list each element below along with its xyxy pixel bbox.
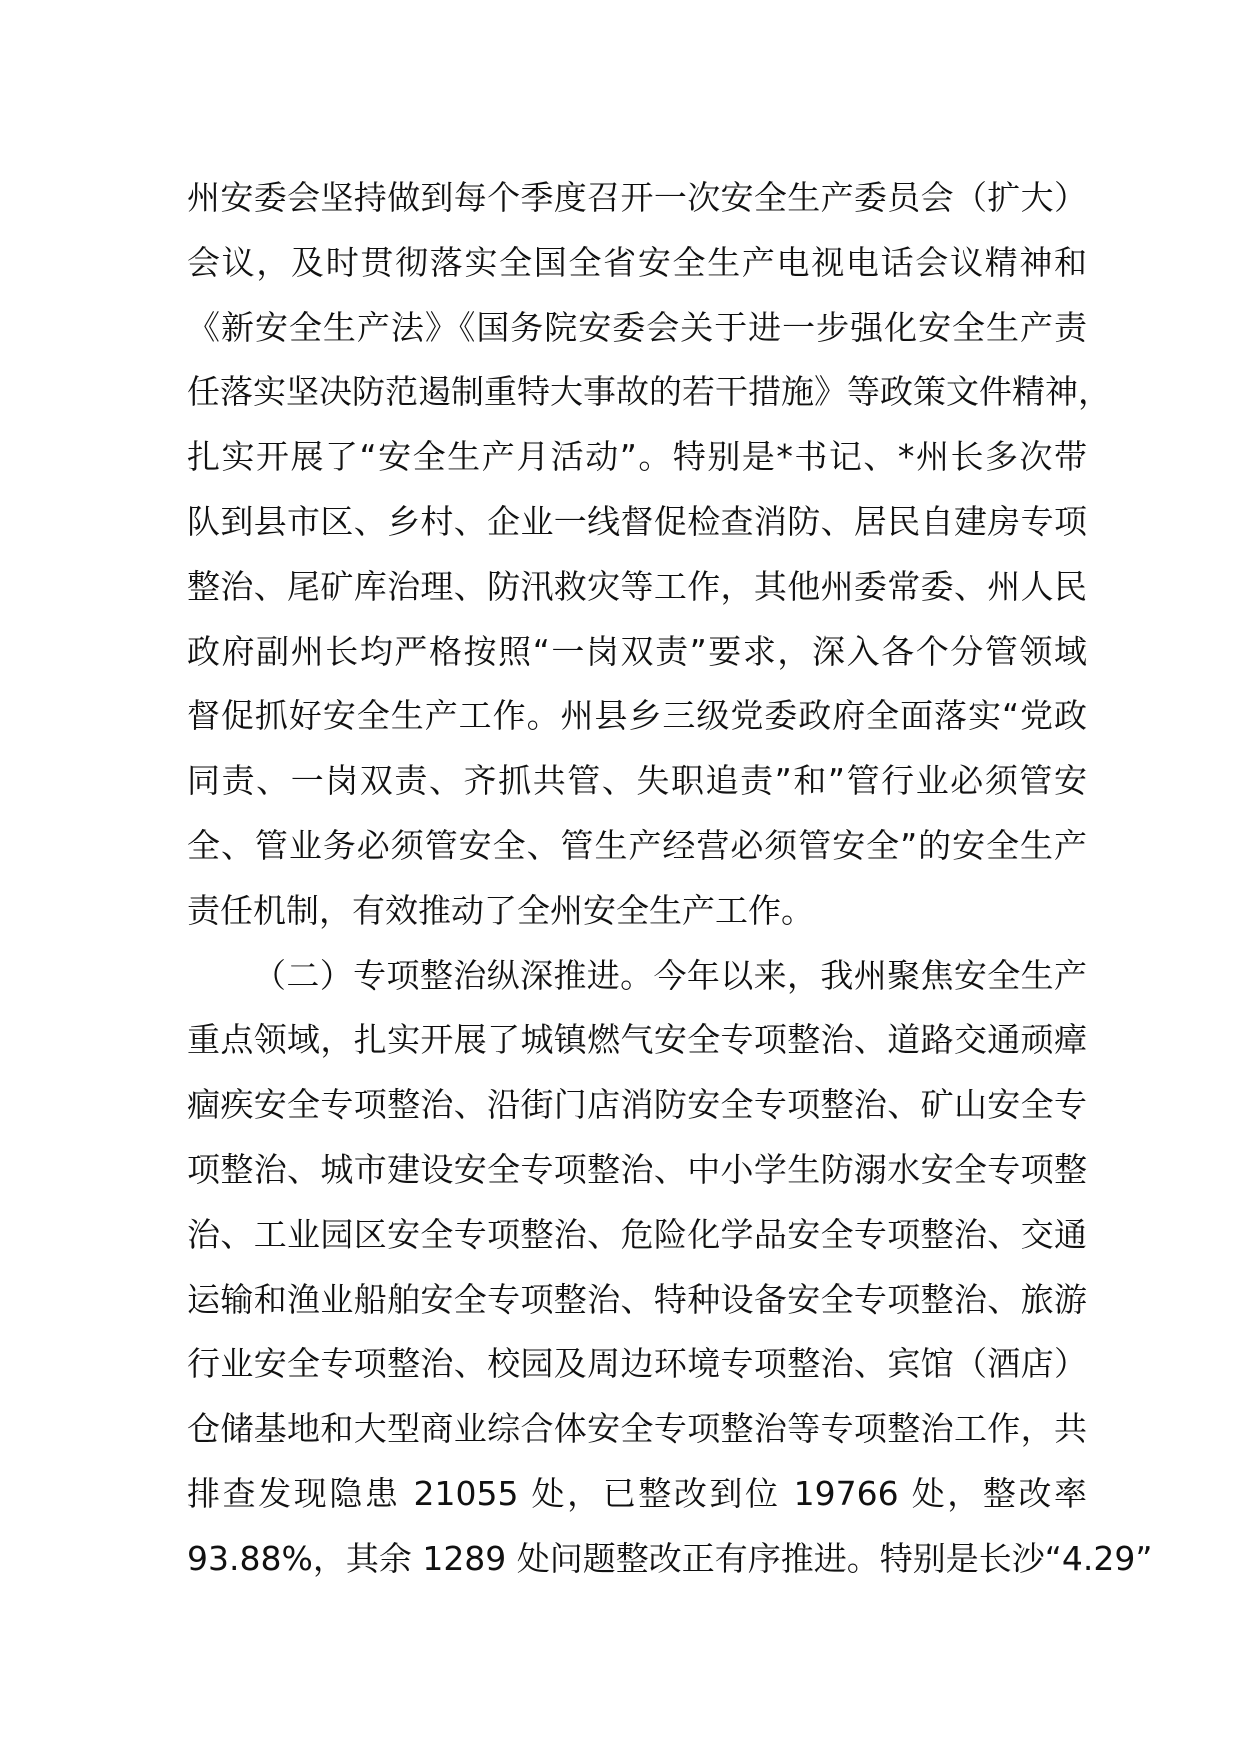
text-line: 治、工业园区安全专项整治、危险化学品安全专项整治、交通 (187, 1214, 1087, 1254)
text-line: 《新安全生产法》《国务院安委会关于进一步强化安全生产责 (187, 307, 1087, 347)
text-line: 整治、尾矿库治理、防汛救灾等工作，其他州委常委、州人民 (187, 566, 1087, 606)
text-line: 重点领域，扎实开展了城镇燃气安全专项整治、道路交通顽瘴 (187, 1020, 1087, 1060)
body-text (187, 166, 1153, 1592)
text-line: 队到县市区、乡村、企业一线督促检查消防、居民自建房专项 (187, 501, 1087, 541)
text-line: 督促抓好安全生产工作。州县乡三级党委政府全面落实“党政 (187, 696, 1087, 736)
text-line: 排查发现隐患 21055 处，已整改到位 19766 处，整改率 (187, 1473, 1087, 1513)
text-line: 州安委会坚持做到每个季度召开一次安全生产委员会（扩大） (187, 178, 1087, 217)
section-heading-line: （二）专项整治纵深推进。今年以来，我州聚焦安全生产 (253, 955, 1087, 995)
text-line: 责任机制，有效推动了全州安全生产工作。 (187, 890, 814, 930)
text-line: 同责、一岗双责、齐抓共管、失职追责”和”管行业必须管安 (187, 761, 1087, 801)
text-line: 扎实开展了“安全生产月活动”。特别是*书记、*州长多次带 (187, 437, 1087, 477)
text-line: 政府副州长均严格按照“一岗双责”要求，深入各个分管领域 (187, 631, 1087, 671)
text-line: 93.88%，其余 1289 处问题整改正有序推进。特别是长沙“4.29” (187, 1538, 1153, 1578)
text-line: 会议，及时贯彻落实全国全省安全生产电视电话会议精神和 (187, 242, 1087, 282)
text-line: 痼疾安全专项整治、沿街门店消防安全专项整治、矿山安全专 (187, 1085, 1087, 1125)
text-line: 任落实坚决防范遏制重特大事故的若干措施》等政策文件精神， (187, 372, 1111, 412)
text-line: 运输和渔业船舶安全专项整治、特种设备安全专项整治、旅游 (187, 1279, 1087, 1319)
text-line: 行业安全专项整治、校园及周边环境专项整治、宾馆（酒店） (187, 1344, 1087, 1384)
text-line: 仓储基地和大型商业综合体安全专项整治等专项整治工作，共 (187, 1409, 1087, 1449)
text-line: 项整治、城市建设安全专项整治、中小学生防溺水安全专项整 (187, 1149, 1087, 1189)
text-line: 全、管业务必须管安全、管生产经营必须管安全”的安全生产 (187, 825, 1087, 865)
